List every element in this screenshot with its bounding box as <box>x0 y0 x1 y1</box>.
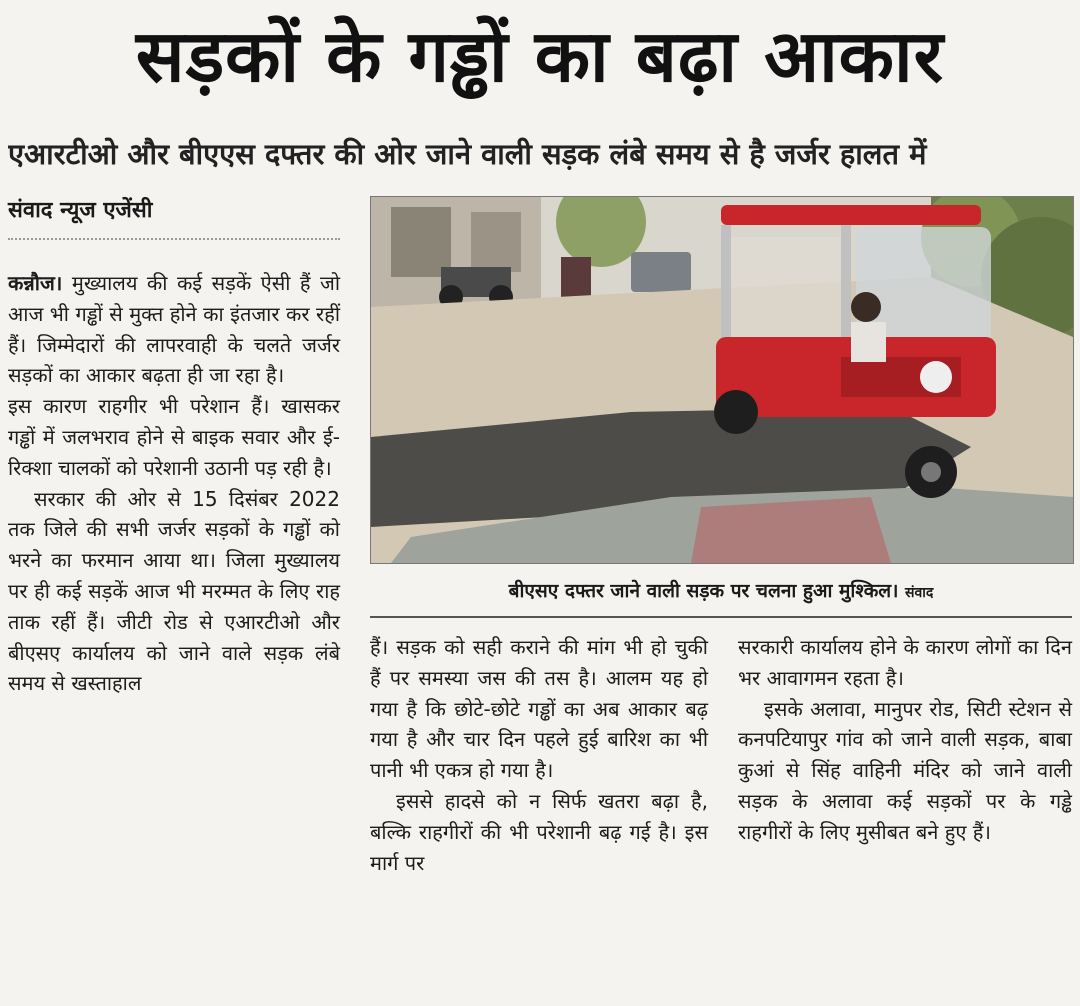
caption-divider <box>370 616 1072 618</box>
article-paragraph: हैं। सड़क को सही कराने की मांग भी हो चुकी हैं पर समस्या जस की तस है। आलम यह हो गया है कि छोटे-छोटे गड्ढों का अब आकार बढ़ गया है और चार दिन पहले हुई बारिश का भी पानी भी एकत्र हो गया है। <box>370 635 708 783</box>
headline: सड़कों के गड्ढों का बढ़ा आकार <box>135 14 945 98</box>
article-paragraph: इससे हादसे को न सिर्फ खतरा बढ़ा है, बल्कि राहगीरों की भी परेशानी बढ़ गई है। इस मार्ग पर <box>370 788 708 875</box>
photo-caption <box>370 574 1072 610</box>
byline: संवाद न्यूज एजेंसी <box>8 198 153 223</box>
photo-credit: संवाद <box>905 585 934 601</box>
article-column-1 <box>8 268 340 699</box>
article-column-2 <box>370 632 708 878</box>
byline-divider <box>8 238 340 240</box>
article-paragraph: इसके अलावा, मानुपर रोड, सिटी स्टेशन से कनपटियापुर गांव को जाने वाली सड़क, बाबा कुआं से सिंह वाहिनी मंदिर को जाने वाली सड़क के अलावा कई सड़कों पर के गड्ढे राहगीरों के लिए मुसीबत बने हुए हैं। <box>738 696 1072 844</box>
article-paragraph <box>8 268 340 391</box>
caption-text: बीएसए दफ्तर जाने वाली सड़क पर चलना हुआ मुश्किल। <box>508 580 899 602</box>
dateline: कन्नौज। <box>8 271 63 295</box>
article-paragraph: इस कारण राहगीर भी परेशान हैं। खासकर गड्ढों में जलभराव होने से बाइक सवार और ई-रिक्शा चालकों को परेशानी उठानी पड़ रही है। <box>8 394 340 480</box>
article-column-3 <box>738 632 1072 848</box>
subheadline: एआरटीओ और बीएएस दफ्तर की ओर जाने वाली सड़क लंबे समय से है जर्जर हालत में <box>8 137 927 171</box>
article-paragraph: सरकार की ओर से 15 दिसंबर 2022 तक जिले की सभी जर्जर सड़कों के गड्ढों को भरने का फरमान आया था। जिला मुख्यालय पर ही कई सड़कें आज भी मरम्मत के लिए राह ताक रहीं हैं। जीटी रोड से एआरटीओ और बीएसए कार्यालय को जाने वाले सड़क लंबे समय से खस्ताहाल <box>8 486 340 696</box>
article-paragraph: सरकारी कार्यालय होने के कारण लोगों का दिन भर आवागमन रहता है। <box>738 635 1072 690</box>
news-photo <box>370 196 1074 564</box>
paragraph-text: मुख्यालय की कई सड़कें ऐसी हैं जो आज भी गड्ढों से मुक्त होने का इंतजार कर रहीं हैं। जिम्मेदारों की लापरवाही के चलते जर्जर सड़कों का आकार बढ़ता ही जा रहा है। <box>8 271 341 388</box>
